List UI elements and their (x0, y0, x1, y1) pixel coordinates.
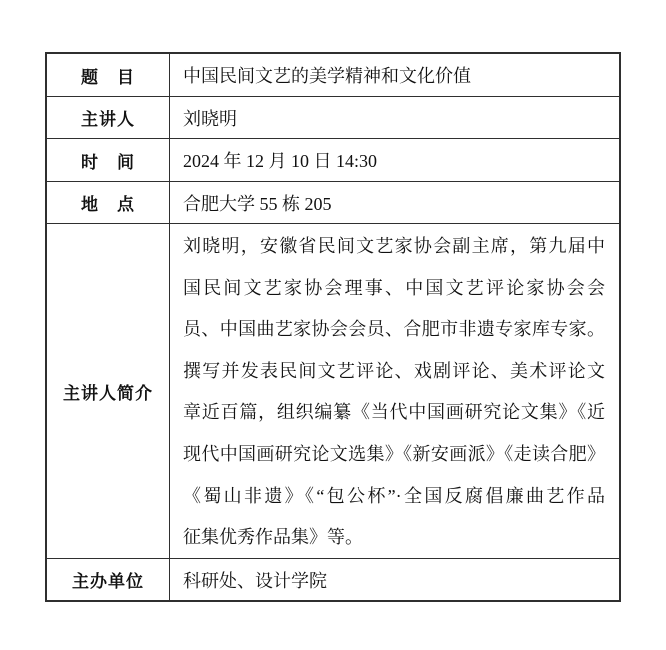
row-label-time: 时 间 (47, 139, 170, 182)
row-value-time: 2024 年 12 月 10 日 14:30 (170, 139, 619, 182)
row-value-organizer: 科研处、设计学院 (183, 570, 327, 591)
bio-line: 《蜀山非遗》《“包公杯”·全国反腐倡廉曲艺作品 (183, 485, 605, 506)
bio-line: 现代中国画研究论文选集》《新安画派》《走读合肥》 (183, 443, 605, 464)
bio-line: 章近百篇，组织编纂《当代中国画研究论文集》《近 (183, 402, 605, 423)
bio-line: 刘晓明，安徽省民间文艺家协会副主席，第九届中 (183, 236, 605, 256)
lecture-info-table (45, 52, 621, 602)
row-label-location: 地 点 (47, 182, 170, 224)
bio-line: 国民间文艺家协会理事、中国文艺评论家协会会 (183, 277, 605, 298)
row-value-title: 中国民间文艺的美学精神和文化价值 (170, 54, 619, 97)
row-label-title: 题 目 (47, 54, 170, 97)
bio-line: 员、中国曲艺家协会会员、合肥市非遗专家库专家。 (183, 319, 605, 340)
row-value-speaker-bio (170, 224, 619, 559)
row-value-speaker: 刘晓明 (170, 97, 619, 139)
row-value-location: 合肥大学 55 栋 205 (170, 182, 619, 224)
bio-line: 撰写并发表民间文艺评论、戏剧评论、美术评论文 (183, 360, 605, 381)
bio-line: 征集优秀作品集》等。 (183, 527, 363, 548)
row-label-speaker: 主讲人 (47, 97, 170, 139)
row-label-speaker-bio: 主讲人简介 (47, 224, 170, 559)
row-label-organizer: 主办单位 (47, 559, 170, 600)
